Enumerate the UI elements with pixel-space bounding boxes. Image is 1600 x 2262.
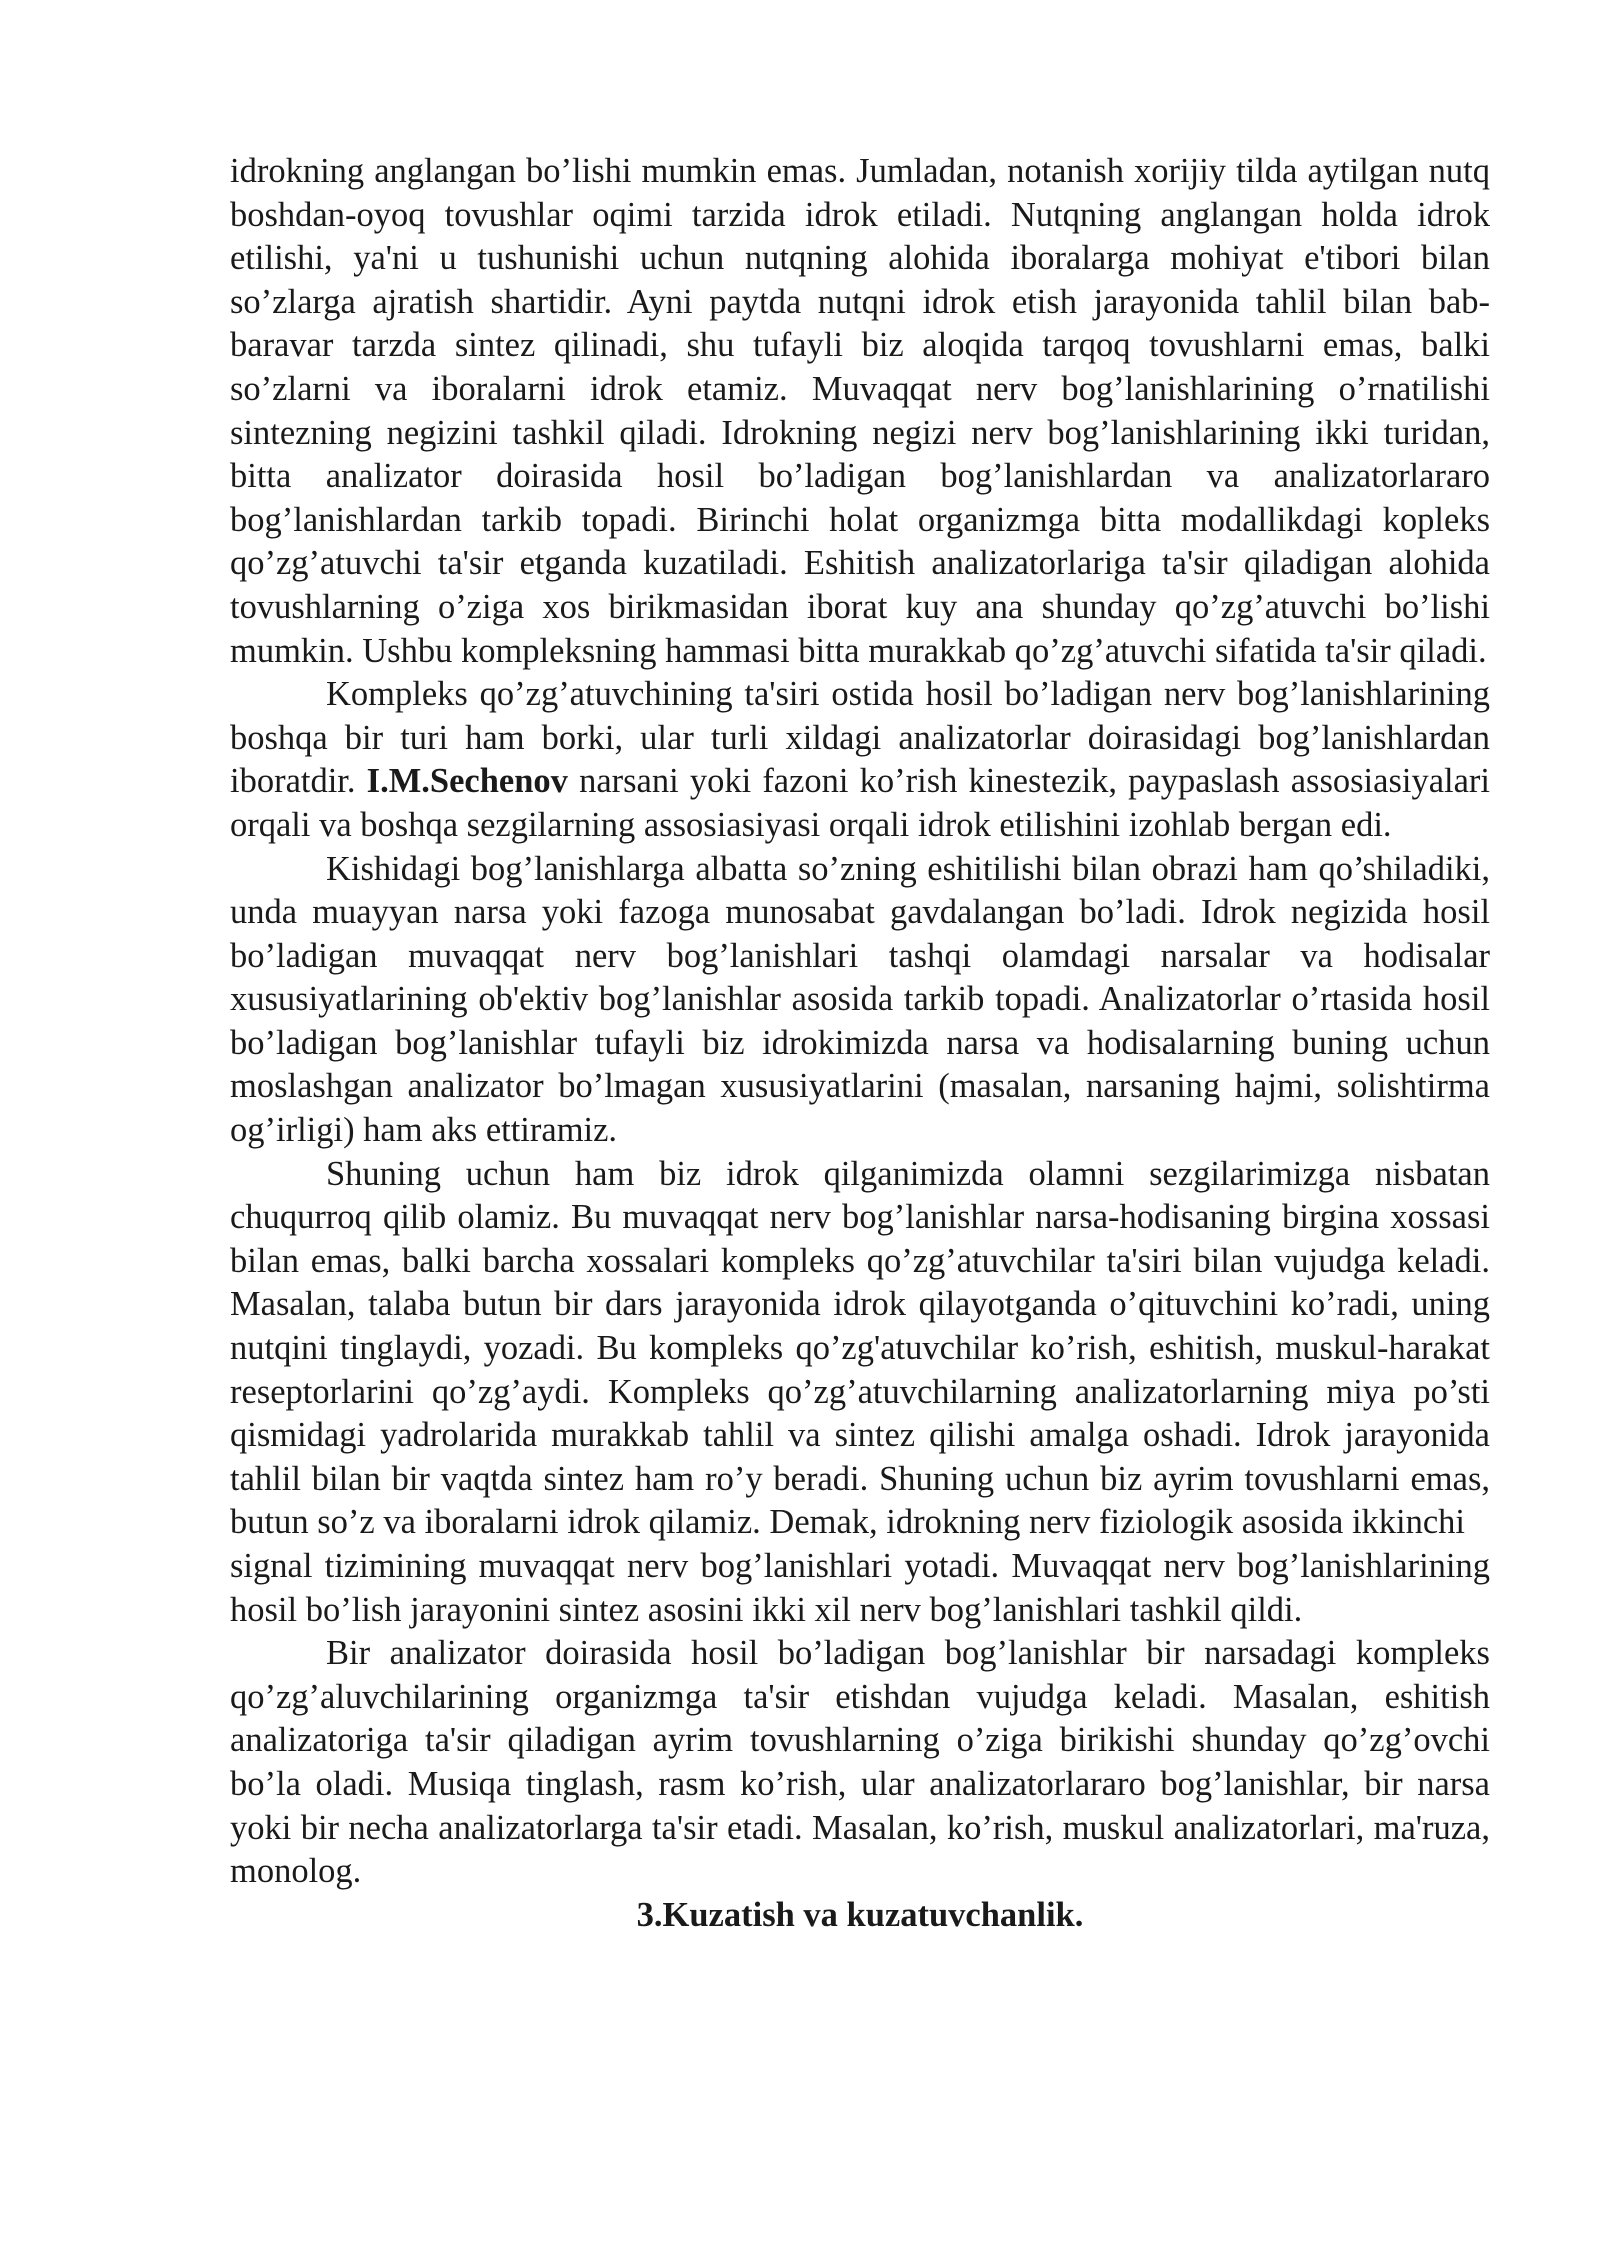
author-name: I.M.Sechenov (366, 762, 568, 801)
paragraph-4: Shuning uchun ham biz idrok qilganimizda olamni sezgilarimizga nisbatan chuqurroq qilib olamiz. Bu muvaqqat nerv bog’lanishlar narsa-hodisaning birgina xossasi bilan emas, balki barcha xossalari kompleks qo’zg’atuvchilar ta'siri bilan vujudga keladi. Masalan, talaba butun bir dars jarayonida idrok qilayotganda o’qituvchini ko’radi, uning nutqini tinglaydi, yozadi. Bu kompleks qo’zg'atuvchilar ko’rish, eshitish, muskul-harakat reseptorlarini qo’zg’aydi. Kompleks qo’zg’atuvchilarning analizatorlarning miya po’sti qismidagi yadrolarida murakkab tahlil va sintez qilishi amalga oshadi. Idrok jarayonida tahlil bilan bir vaqtda sintez ham ro’y beradi. Shuning uchun biz ayrim tovushlarni emas, butun so’z va iboralarni idrok qilamiz. Demak, idrokning nerv fiziologik asosida ikkinchi (230, 1154, 1490, 1542)
paragraph-2-tail: narsani yoki fazoni ko’rish kinestezik, paypaslash assosiasiyalari orqali va boshqa sezgilarning assosiasiyasi orqali idrok etilishini izohlab bergan edi. (230, 762, 1490, 844)
paragraph-2 (230, 673, 1490, 847)
paragraph-5: signal tizimining muvaqqat nerv bog’lanishlari yotadi. Muvaqqat nerv bog’lanishlarining hosil bo’lish jarayonini sintez asosini ikki xil nerv bog’lanishlari tashkil qildi. (230, 1547, 1490, 1629)
paragraph-2-lead: Kompleks qo’zg’atuvchining ta'siri ostida hosil bo’ladigan nerv bog’lanishlarining boshqa bir turi ham borki, ular turli xildagi analizatorlar doirasidagi bog’lanishlardan iboratdir. (230, 675, 1490, 801)
paragraph-6: Bir analizator doirasida hosil bo’ladigan bog’lanishlar bir narsadagi kompleks qo’zg’aluvchilarining organizmga ta'sir etishdan vujudga keladi. Masalan, eshitish analizatoriga ta'sir qiladigan ayrim tovushlarning o’ziga birikishi shunday qo’zg’ovchi bo’la oladi. Musiqa tinglash, rasm ko’rish, ular analizatorlararo bog’lanishlar, bir narsa yoki bir necha analizatorlarga ta'sir etadi. Masalan, ko’rish, muskul analizatorlari, ma'ruza, monolog. (230, 1634, 1490, 1891)
paragraph-1: idrokning anglangan bo’lishi mumkin emas. Jumladan, notanish xorijiy tilda aytilgan nutq boshdan-oyoq tovushlar oqimi tarzida idrok etiladi. Nutqning anglangan holda idrok etilishi, ya'ni u tushunishi uchun nutqning alohida iboralarga mohiyat e'tibori bilan so’zlarga ajratish shartidir. Ayni paytda nutqni idrok etish jarayonida tahlil bilan bab- baravar tarzda sintez qilinadi, shu tufayli biz aloqida tarqoq tovushlarni emas, balki so’zlarni va iboralarni idrok etamiz. Muvaqqat nerv bog’lanishlarining o’rnatilishi sintezning negizini tashkil qiladi. Idrokning negizi nerv bog’lanishlarining ikki turidan, bitta analizator doirasida hosil bo’ladigan bog’lanishlardan va analizatorlararo bog’lanishlardan tarkib topadi. Birinchi holat organizmga bitta modallikdagi kopleks qo’zg’atuvchi ta'sir etganda kuzatiladi. Eshitish analizatorlariga ta'sir qiladigan alohida tovushlarning o’ziga xos birikmasidan iborat kuy ana shunday qo’zg’atuvchi bo’lishi mumkin. Ushbu kompleksning hammasi bitta murakkab qo’zg’atuvchi sifatida ta'sir qiladi. (230, 152, 1490, 670)
document-page (230, 150, 1490, 1937)
paragraph-3: Kishidagi bog’lanishlarga albatta so’zning eshitilishi bilan obrazi ham qo’shiladiki, unda muayyan narsa yoki fazoga munosabat gavdalangan bo’ladi. Idrok negizida hosil bo’ladigan muvaqqat nerv bog’lanishlari tashqi olamdagi narsalar va hodisalar xususiyatlarining ob'ektiv bog’lanishlar asosida tarkib topadi. Analizatorlar o’rtasida hosil bo’ladigan bog’lanishlar tufayli biz idrokimizda narsa va hodisalarning buning uchun moslashgan analizator bo’lmagan xususiyatlarini (masalan, narsaning hajmi, solishtirma og’irligi) ham aks ettiramiz. (230, 849, 1490, 1150)
section-heading: 3.Kuzatish va kuzatuvchanlik. (636, 1895, 1084, 1934)
